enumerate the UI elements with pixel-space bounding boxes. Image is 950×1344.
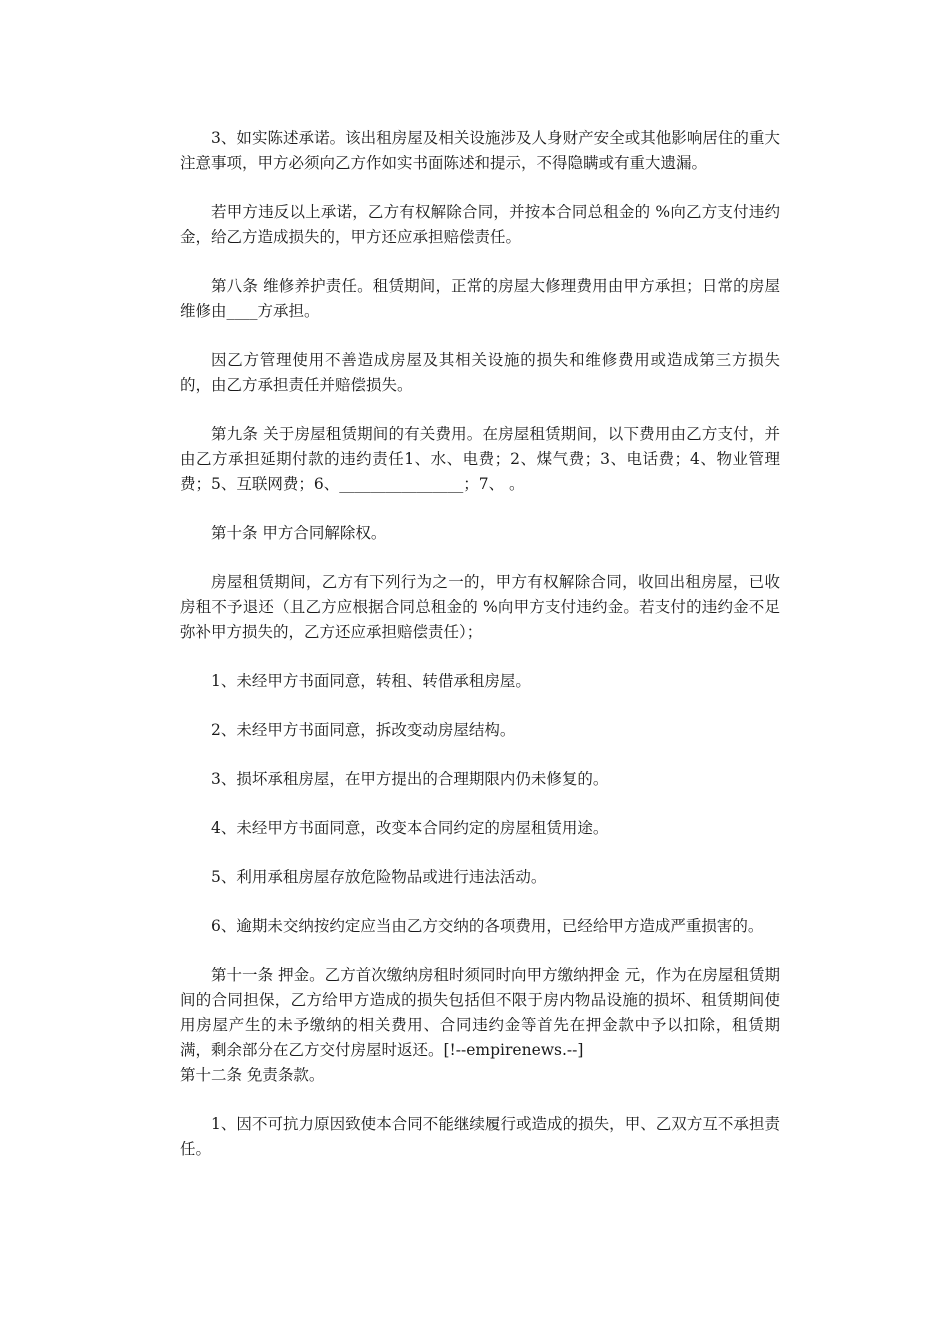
clause-8-heading: 第八条 维修养护责任。租赁期间，正常的房屋大修理费用由甲方承担；日常的房屋维修由____方承担。: [180, 277, 780, 320]
document-body: [180, 126, 780, 1186]
clause-12-heading: 第十二条 免责条款。: [180, 1066, 325, 1084]
clause-10-item-3: 3、损坏承租房屋，在甲方提出的合理期限内仍未修复的。: [211, 770, 609, 788]
clause-10-item-6: 6、逾期未交纳按约定应当由乙方交纳的各项费用，已经给甲方造成严重损害的。: [211, 917, 764, 935]
clause-7-item-3: 3、如实陈述承诺。该出租房屋及相关设施涉及人身财产安全或其他影响居住的重大注意事项，甲方必须向乙方作如实书面陈述和提示，不得隐瞒或有重大遗漏。: [180, 129, 780, 172]
clause-11-deposit: 第十一条 押金。乙方首次缴纳房租时须同时向甲方缴纳押金 元，作为在房屋租赁期间的合同担保，乙方给甲方造成的损失包括但不限于房内物品设施的损坏、租赁期间使用房屋产生的未予缴纳的相关费用、合同违约金等首先在押金款中予以扣除，租赁期满，剩余部分在乙方交付房屋时返还。[!--empirenews.--]: [180, 966, 780, 1059]
clause-8-liability: 因乙方管理使用不善造成房屋及其相关设施的损失和维修费用或造成第三方损失的，由乙方承担责任并赔偿损失。: [180, 351, 780, 394]
clause-12-item-1: 1、因不可抗力原因致使本合同不能继续履行或造成的损失，甲、乙双方互不承担责任。: [180, 1115, 780, 1158]
clause-10-item-5: 5、利用承租房屋存放危险物品或进行违法活动。: [211, 868, 547, 886]
clause-10-heading: 第十条 甲方合同解除权。: [211, 524, 387, 542]
clause-10-item-4: 4、未经甲方书面同意，改变本合同约定的房屋租赁用途。: [211, 819, 609, 837]
clause-10-item-2: 2、未经甲方书面同意，拆改变动房屋结构。: [211, 721, 516, 739]
clause-10-intro: 房屋租赁期间，乙方有下列行为之一的，甲方有权解除合同，收回出租房屋，已收房租不予退还（且乙方应根据合同总租金的 %向甲方支付违约金。若支付的违约金不足弥补甲方损失的，乙方还应承担赔偿责任）；: [180, 573, 780, 641]
clause-9-fees: 第九条 关于房屋租赁期间的有关费用。在房屋租赁期间，以下费用由乙方支付，并由乙方承担延期付款的违约责任1、水、电费；2、煤气费；3、电话费；4、物业管理费；5、互联网费；6、________________；7、 。: [180, 425, 780, 493]
clause-7-penalty: 若甲方违反以上承诺，乙方有权解除合同，并按本合同总租金的 %向乙方支付违约金，给乙方造成损失的，甲方还应承担赔偿责任。: [180, 203, 780, 246]
clause-10-item-1: 1、未经甲方书面同意，转租、转借承租房屋。: [211, 672, 531, 690]
